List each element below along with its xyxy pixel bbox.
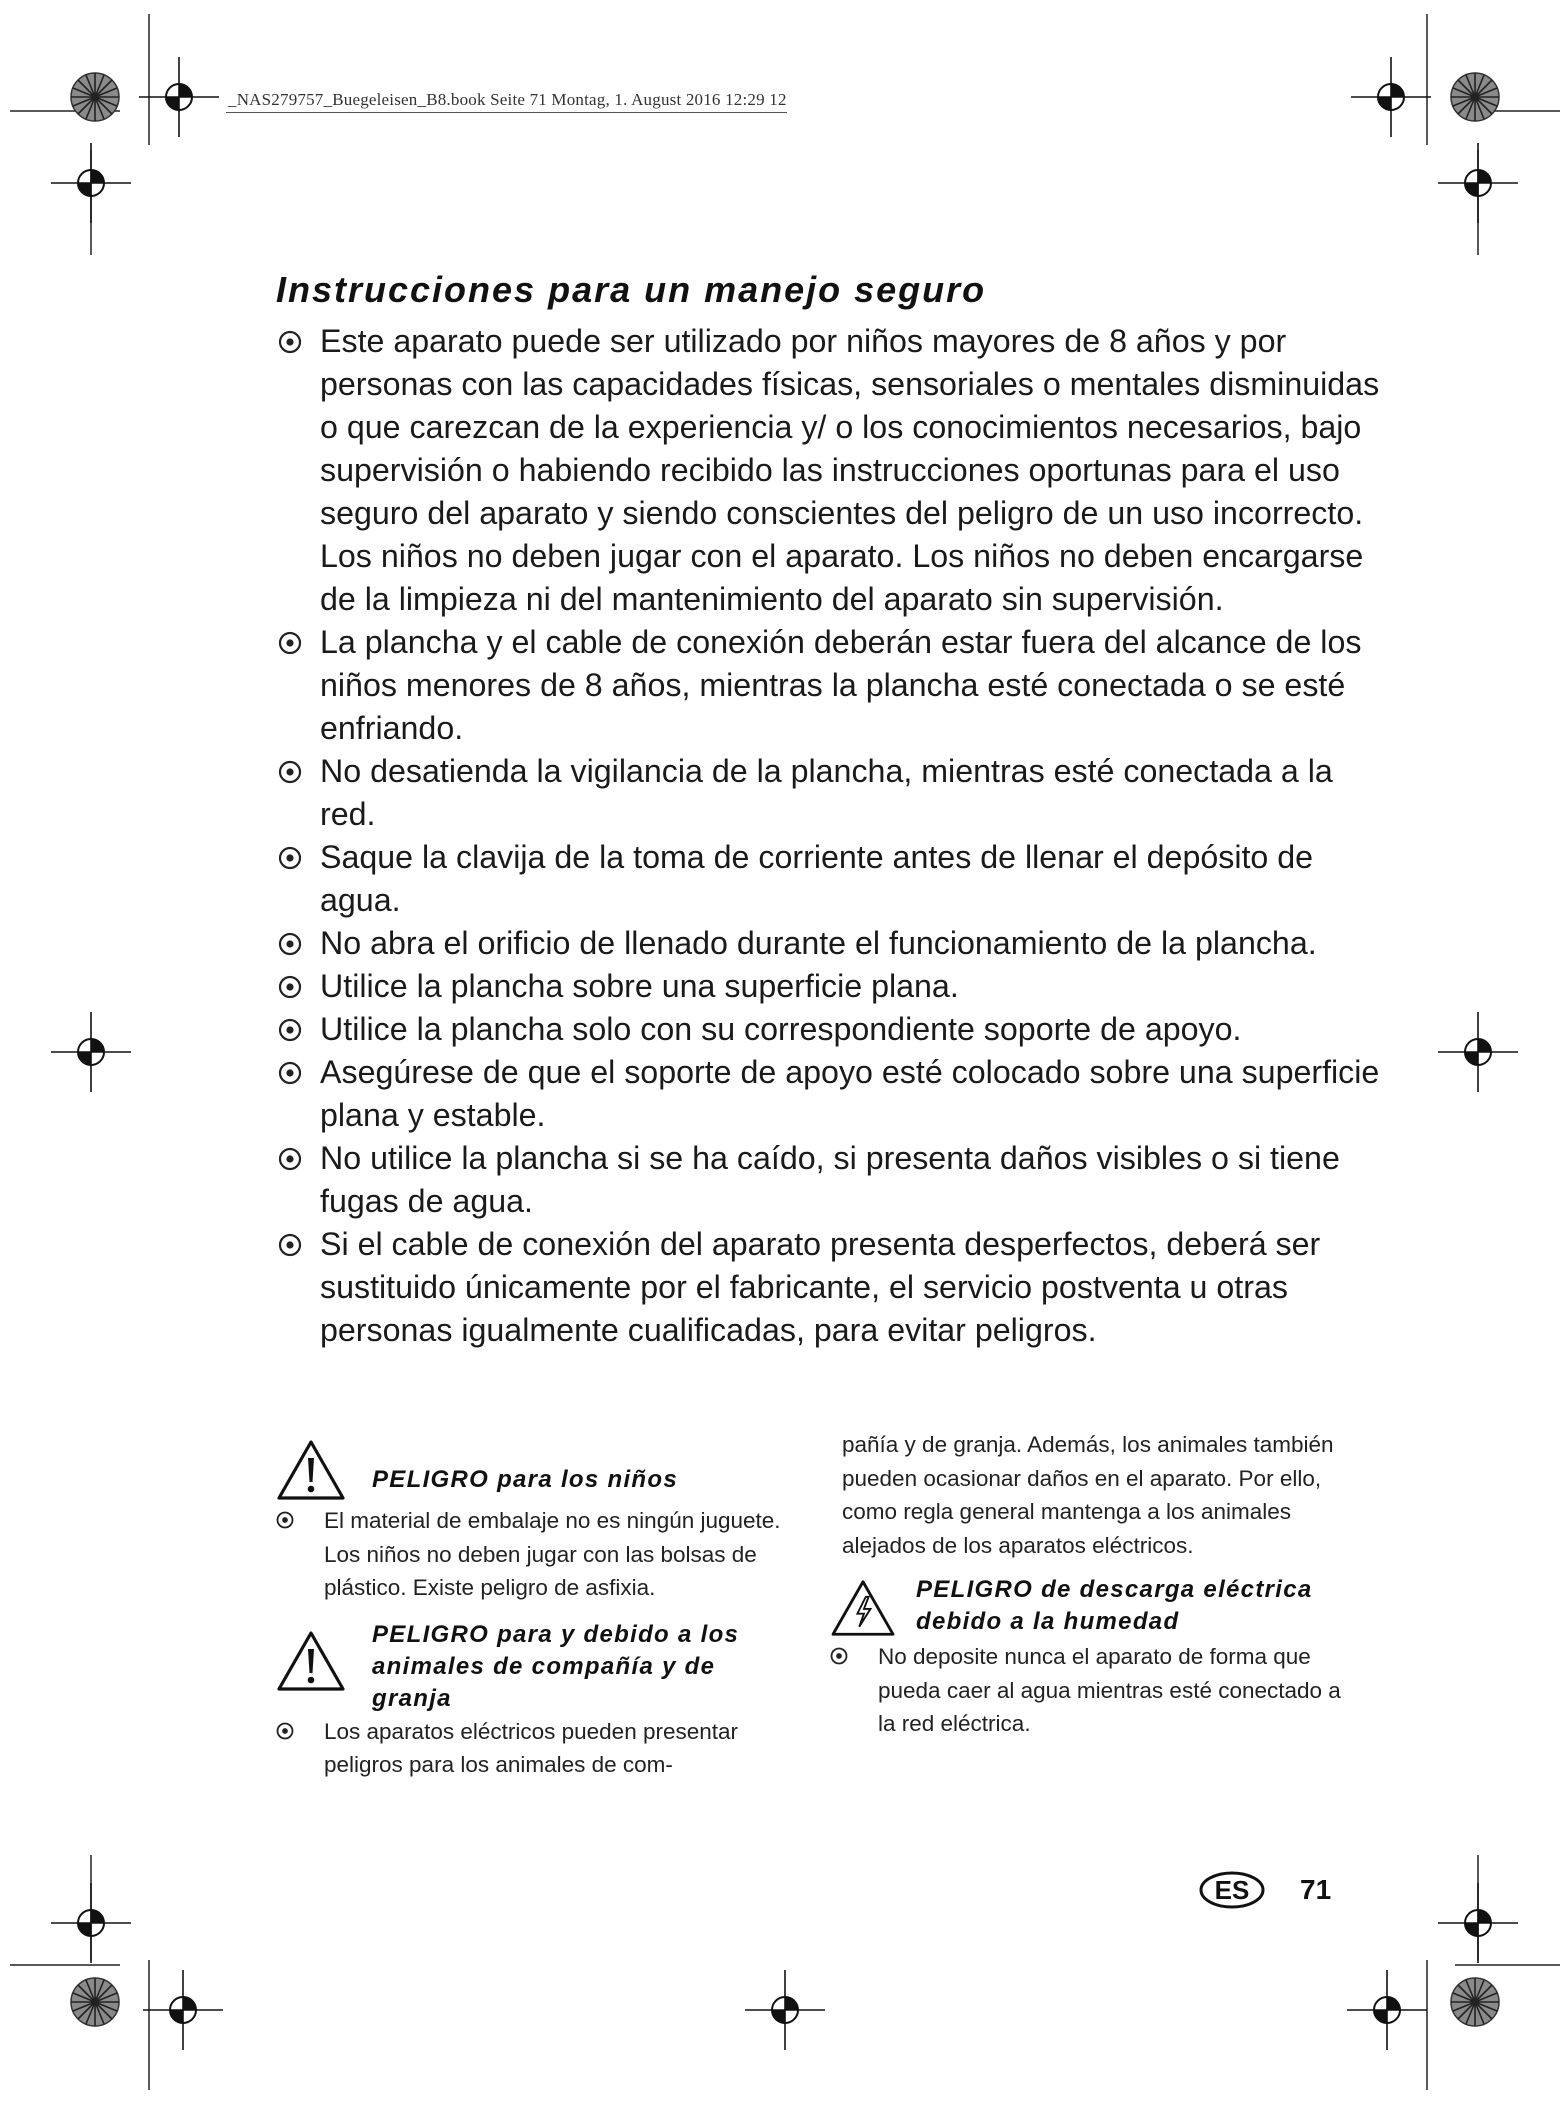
circle-dot-bullet-icon xyxy=(278,1147,302,1171)
warning-animals-text: Los aparatos eléctricos pueden presentar peligros para los animales de com- xyxy=(324,1718,739,1777)
warning-triangle-icon xyxy=(276,1629,346,1693)
list-item-text: Este aparato puede ser utilizado por niños mayores de 8 años y por personas con las capacidades físicas, sensoriales o mentales disminuidas o que carezcan de la experiencia y/ o los conocimientos necesarios, bajo supervisión o habiendo recibido las instrucciones oportunas para el uso seguro del aparato y siendo conscientes del peligro de un uso incorrecto. Los niños no deben jugar con el aparato. Los niños no deben encargarse de la limpieza ni del mantenimiento del aparato sin supervisión. xyxy=(320,323,1380,617)
circle-dot-bullet-icon xyxy=(278,760,302,784)
list-item xyxy=(276,1137,1386,1223)
warning-electric xyxy=(830,1574,1350,1638)
list-item-text: Asegúrese de que el soporte de apoyo esté colocado sobre una superficie plana y estable. xyxy=(320,1054,1380,1133)
circle-dot-bullet-icon xyxy=(278,631,302,655)
safety-list xyxy=(276,320,1386,1352)
list-item xyxy=(276,1504,796,1605)
circle-dot-bullet-icon xyxy=(278,1061,302,1085)
list-item xyxy=(276,320,1386,621)
warning-animals-title: PELIGRO para y debido a los animales de compañía y de granja xyxy=(372,1620,740,1712)
circle-dot-bullet-icon xyxy=(278,1018,302,1042)
warning-animals-continuation: pañía y de granja. Además, los animales también pueden ocasionar daños en el aparato. Por ello, como regla general mantenga a los animales alejados de los aparatos eléctricos. xyxy=(842,1432,1334,1558)
list-item-text: La plancha y el cable de conexión deberán estar fuera del alcance de los niños menores de 8 años, mientras la plancha esté conectada o se esté enfriando. xyxy=(320,624,1362,746)
list-item-text: Utilice la plancha sobre una superficie plana. xyxy=(320,968,959,1004)
warning-children-text: El material de embalaje no es ningún juguete. Los niños no deben jugar con las bolsas de plástico. Existe peligro de asfixia. xyxy=(324,1508,781,1600)
electric-shock-warning-icon xyxy=(830,1578,896,1638)
circle-dot-bullet-icon xyxy=(278,1233,302,1257)
list-item xyxy=(830,1640,1350,1741)
warning-animals xyxy=(276,1619,796,1715)
circle-dot-bullet-icon xyxy=(278,975,302,999)
list-item xyxy=(276,621,1386,750)
list-item xyxy=(276,750,1386,836)
list-item-text: No abra el orificio de llenado durante el funcionamiento de la plancha. xyxy=(320,925,1317,961)
print-slug-text: _NAS279757_Buegeleisen_B8.book Seite 71 Montag, 1. August 2016 12:29 12 xyxy=(228,90,787,109)
list-item-text: Saque la clavija de la toma de corriente antes de llenar el depósito de agua. xyxy=(320,839,1314,918)
circle-dot-bullet-icon xyxy=(278,330,302,354)
warning-children-title: PELIGRO para los niños xyxy=(372,1466,678,1493)
list-item xyxy=(276,1008,1386,1051)
warning-children xyxy=(276,1438,796,1500)
language-code: ES xyxy=(1214,1875,1250,1905)
list-item xyxy=(276,922,1386,965)
warning-animals-list xyxy=(276,1715,796,1782)
list-item xyxy=(276,1223,1386,1352)
page-number: 71 xyxy=(1300,1874,1332,1905)
list-item-text: No utilice la plancha si se ha caído, si presenta daños visibles o si tiene fugas de agua. xyxy=(320,1140,1340,1219)
list-item xyxy=(276,965,1386,1008)
circle-dot-bullet-icon xyxy=(830,1647,848,1665)
list-item-text: Utilice la plancha solo con su correspondiente soporte de apoyo. xyxy=(320,1011,1242,1047)
circle-dot-bullet-icon xyxy=(278,932,302,956)
warning-triangle-icon xyxy=(276,1438,346,1502)
list-item-text: Si el cable de conexión del aparato presenta desperfectos, deberá ser sustituido únicamente por el fabricante, el servicio postventa u otras personas igualmente cualificadas, para evitar peligros. xyxy=(320,1226,1321,1348)
warnings-right-column xyxy=(830,1428,1350,1741)
circle-dot-bullet-icon xyxy=(276,1722,294,1740)
print-slug xyxy=(228,90,787,110)
warning-electric-text: No deposite nunca el aparato de forma que pueda caer al agua mientras esté conectado a la red eléctrica. xyxy=(878,1644,1341,1736)
list-item xyxy=(276,1051,1386,1137)
warning-electric-list xyxy=(830,1640,1350,1741)
warning-electric-title: PELIGRO de descarga eléctrica debido a la humedad xyxy=(916,1576,1313,1635)
circle-dot-bullet-icon xyxy=(278,846,302,870)
list-item-text: No desatienda la vigilancia de la plancha, mientras esté conectada a la red. xyxy=(320,753,1333,832)
language-badge xyxy=(1198,1870,1266,1910)
list-item xyxy=(276,1715,796,1782)
section-title: Instrucciones para un manejo seguro xyxy=(276,269,987,310)
warnings-left-column xyxy=(276,1438,796,1782)
warning-children-list xyxy=(276,1504,796,1605)
main-content xyxy=(276,268,1386,1352)
warnings-area xyxy=(276,1432,1366,1818)
list-item xyxy=(276,836,1386,922)
print-slug-underline xyxy=(226,112,787,113)
circle-dot-bullet-icon xyxy=(276,1511,294,1529)
